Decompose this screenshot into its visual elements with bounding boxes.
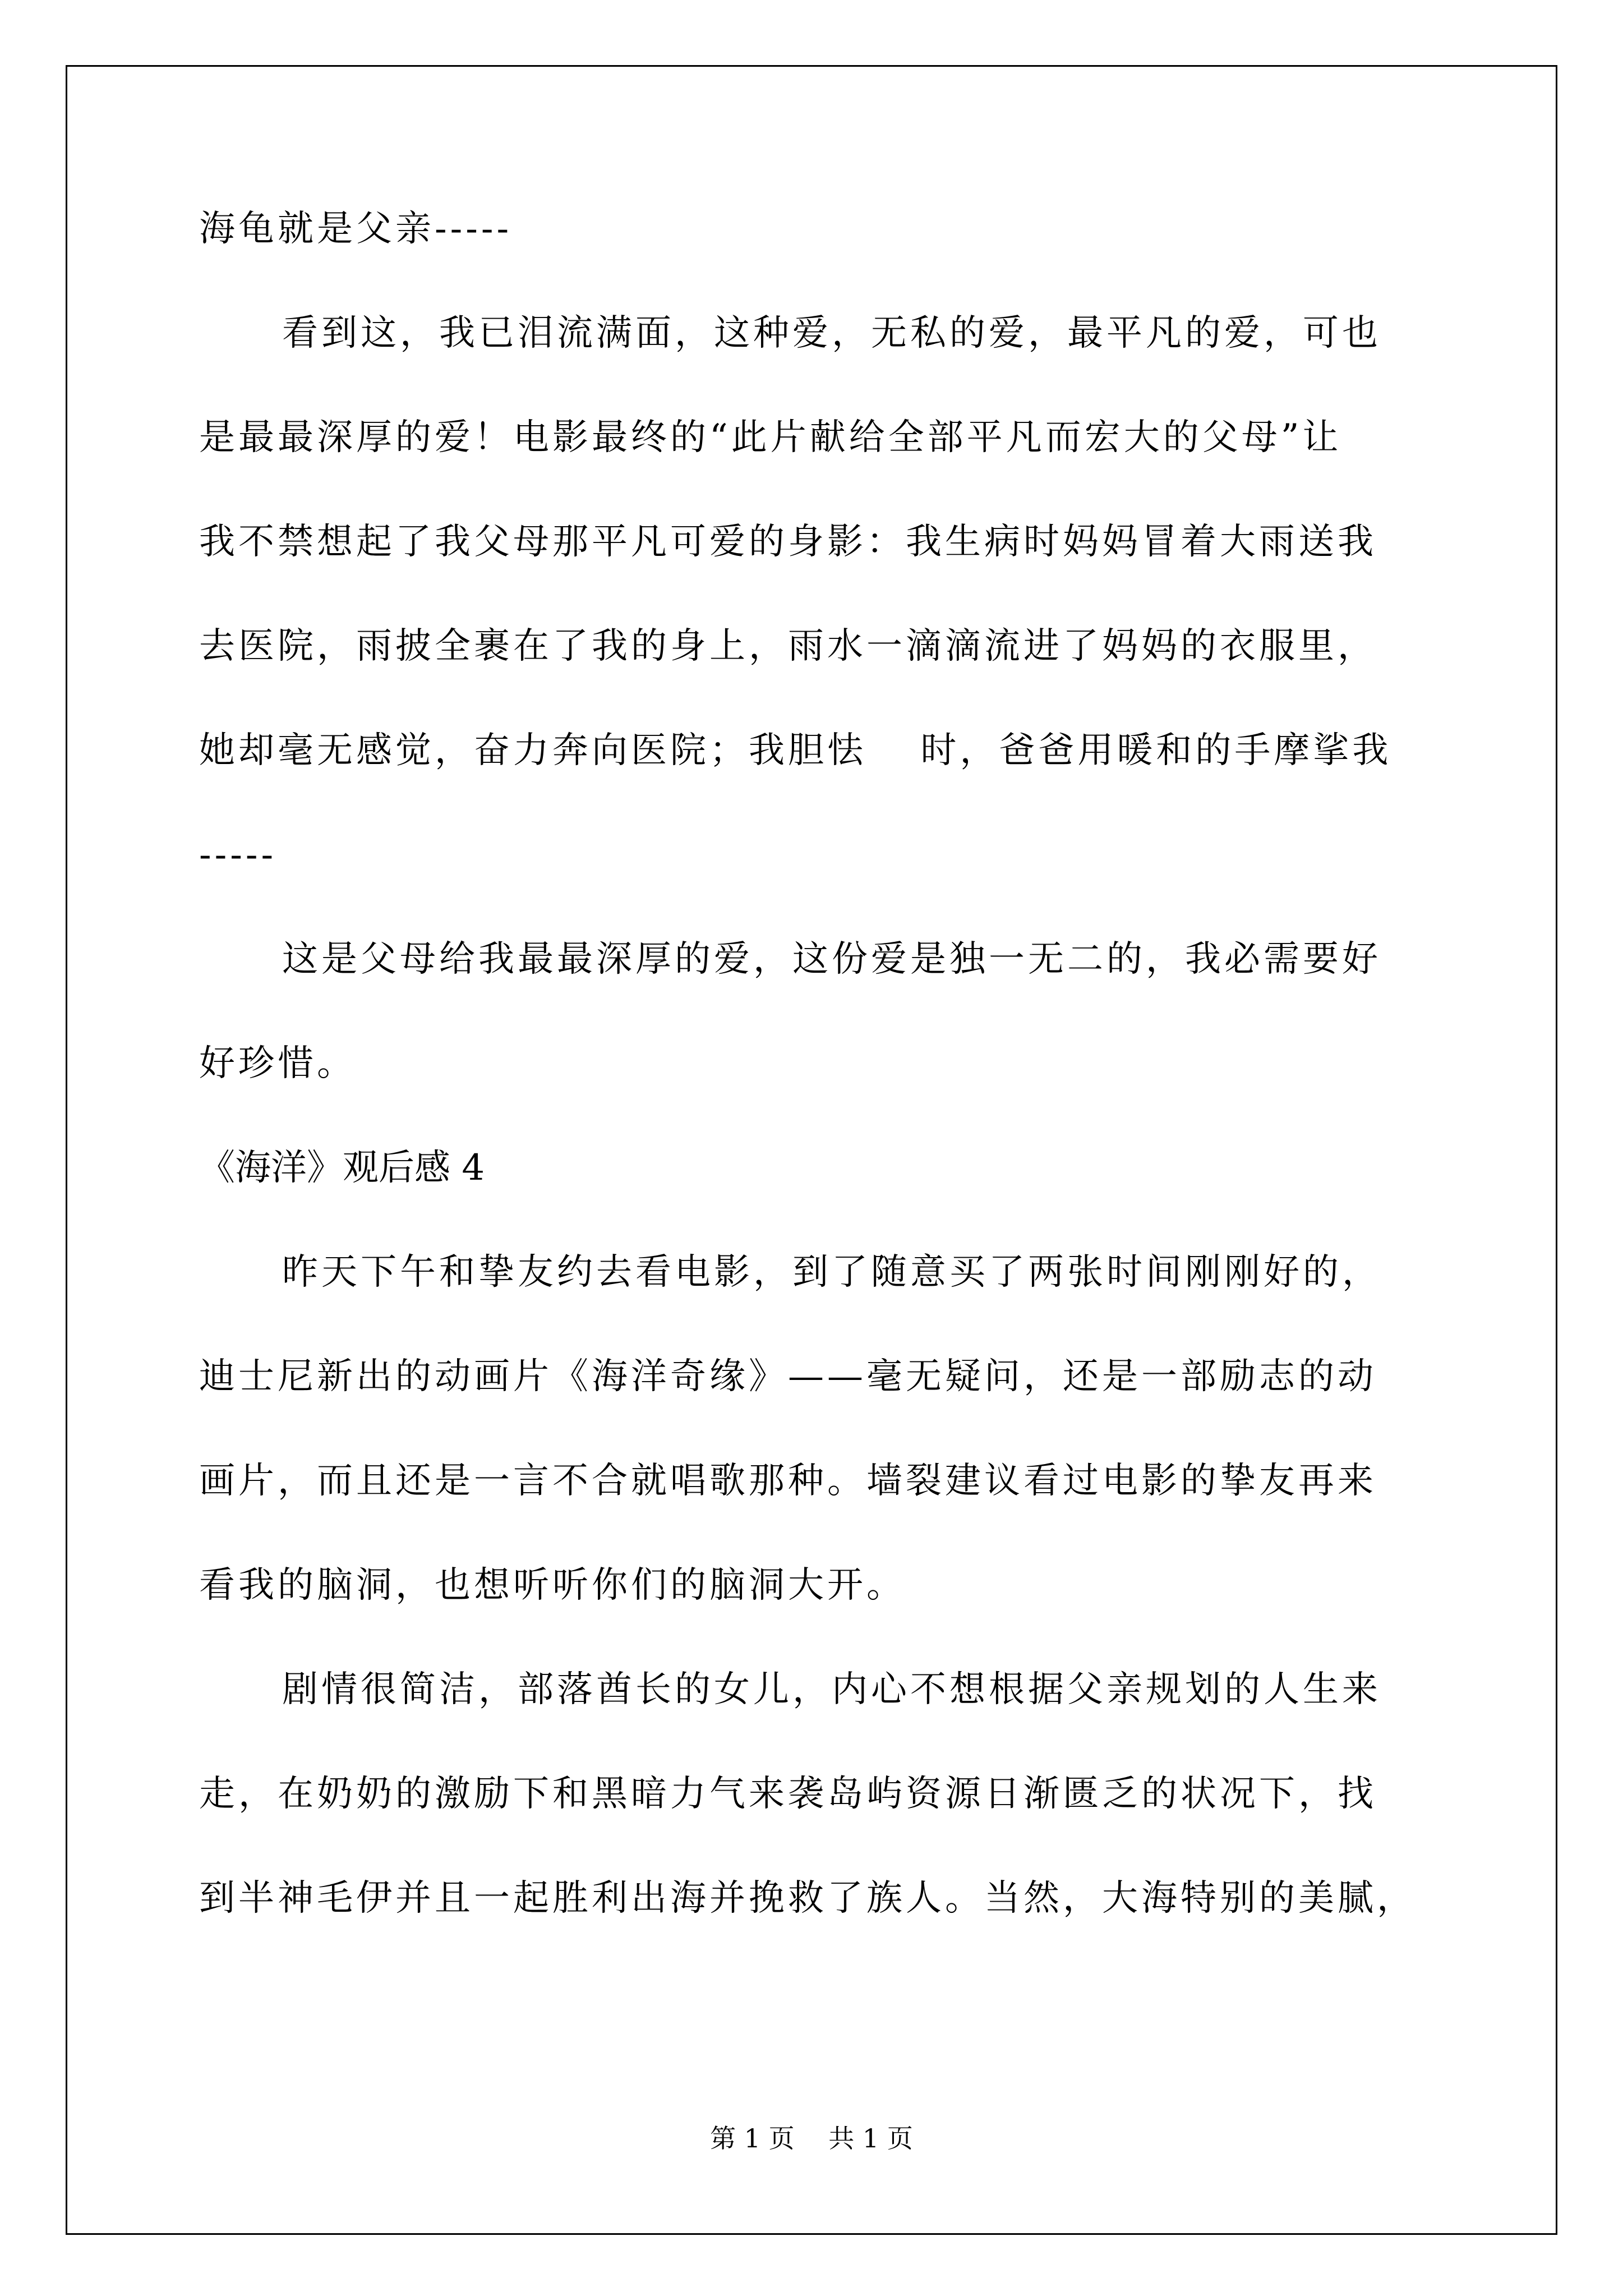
document-body [199,202,1433,1925]
text-line: 海龟就是父亲----- [199,208,513,250]
text-line: 画片，而且还是一言不合就唱歌那种。墙裂建议看过电影的挚友再来 [199,1460,1377,1502]
page-footer: 第 1 页 共 1 页 [710,2123,913,2154]
text-line: 看到这，我已泪流满面，这种爱，无私的爱，最平凡的爱，可也 [282,312,1381,354]
text-line: 我不禁想起了我父母那平凡可爱的身影：我生病时妈妈冒着大雨送我 [199,521,1377,563]
text-line: ----- [199,834,277,876]
text-line: 看我的脑洞，也想听听你们的脑洞大开。 [199,1565,906,1606]
text-line: 剧情很简洁，部落酋长的女儿，内心不想根据父亲规划的人生来 [282,1669,1381,1710]
section-heading: 《海洋》观后感 4 [199,1147,485,1189]
text-line: 这是父母给我最最深厚的爱，这份爱是独一无二的，我必需要好 [282,938,1381,980]
text-line: 走，在奶奶的激励下和黑暗力气来袭岛屿资源日渐匮乏的状况下，找 [199,1773,1377,1815]
text-line: 是最最深厚的爱！电影最终的“此片献给全部平凡而宏大的父母”让 [199,417,1342,458]
text-line: 迪士尼新出的动画片《海洋奇缘》——毫无疑问，还是一部励志的动 [199,1356,1377,1397]
text-line: 去医院，雨披全裹在了我的身上，雨水一滴滴流进了妈妈的衣服里， [199,625,1377,667]
text-line: 她却毫无感觉，奋力奔向医院；我胆怯 时，爸爸用暖和的手摩挲我 [199,730,1392,771]
text-line: 好珍惜。 [199,1043,356,1084]
text-line: 到半神毛伊并且一起胜利出海并挽救了族人。当然，大海特别的美腻， [199,1878,1416,1919]
text-line: 昨天下午和挚友约去看电影，到了随意买了两张时间刚刚好的， [282,1251,1381,1293]
